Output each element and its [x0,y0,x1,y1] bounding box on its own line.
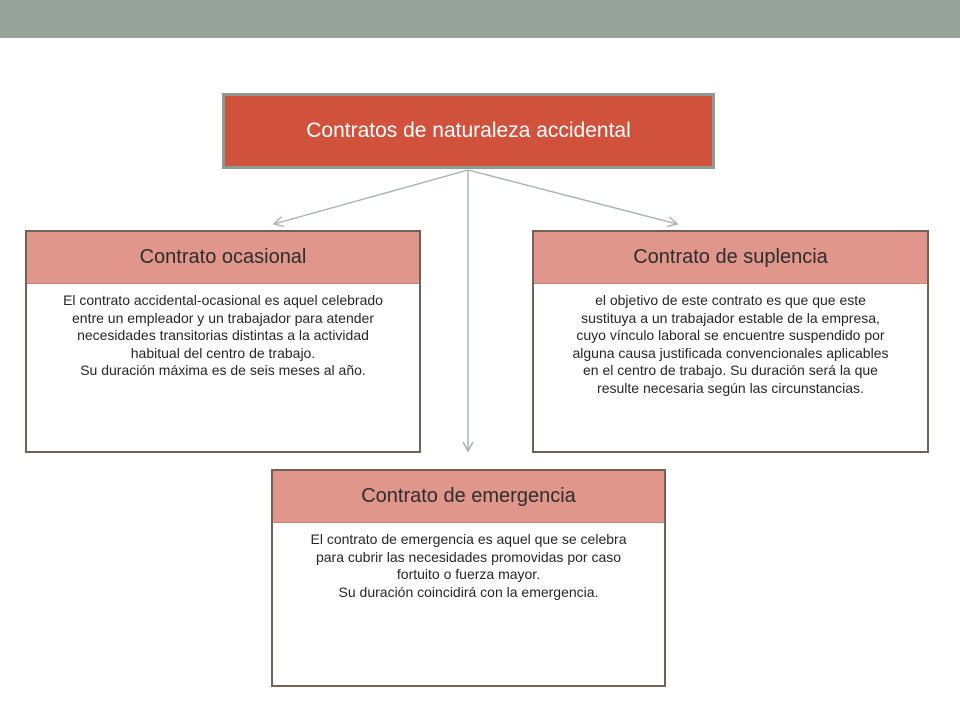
card-text-line: el objetivo de este contrato es que que este [595,292,866,308]
main-title: Contratos de naturaleza accidental [306,119,631,142]
card-text-line: Su duración coincidirá con la emergencia. [338,583,599,600]
card-text-line: necesidades transitorias distintas a la actividad [77,327,369,343]
card-text-line: habitual del centro de trabajo. [130,344,316,361]
card-text-line: cuyo vínculo laboral se encuentre suspendido por [576,327,885,343]
connector-to-ocasional [274,170,468,224]
main-title-box [222,93,715,169]
card-text-line: entre un empleador y un trabajador para atender [72,309,374,326]
card-contrato-ocasional [25,230,421,453]
card-header [27,232,419,284]
card-text-line: El contrato de emergencia es aquel que se celebra [310,531,627,547]
card-text-line: sustituya a un trabajador estable de la empresa, [581,309,880,326]
card-body [534,284,927,397]
card-contrato-emergencia [271,469,666,687]
card-text-line: fortuito o fuerza mayor. [396,566,541,582]
card-text-line: resulte necesaria según las circunstancias. [597,379,864,396]
card-text-line: en el centro de trabajo. Su duración será la que [583,362,878,378]
card-header [534,232,927,284]
card-title: Contrato de suplencia [633,246,828,268]
card-body [27,284,419,380]
card-title: Contrato de emergencia [361,485,576,507]
connector-to-suplencia [468,170,677,224]
card-text-line: El contrato accidental-ocasional es aquel celebrado [63,292,383,308]
card-body [273,523,664,601]
card-text-line: Su duración máxima es de seis meses al año. [80,362,366,378]
card-text-line: para cubrir las necesidades promovidas por caso [315,548,622,565]
card-text-line: alguna causa justificada convencionales aplicables [572,344,889,361]
card-contrato-suplencia [532,230,929,453]
card-header [273,471,664,523]
card-title: Contrato ocasional [139,246,307,268]
